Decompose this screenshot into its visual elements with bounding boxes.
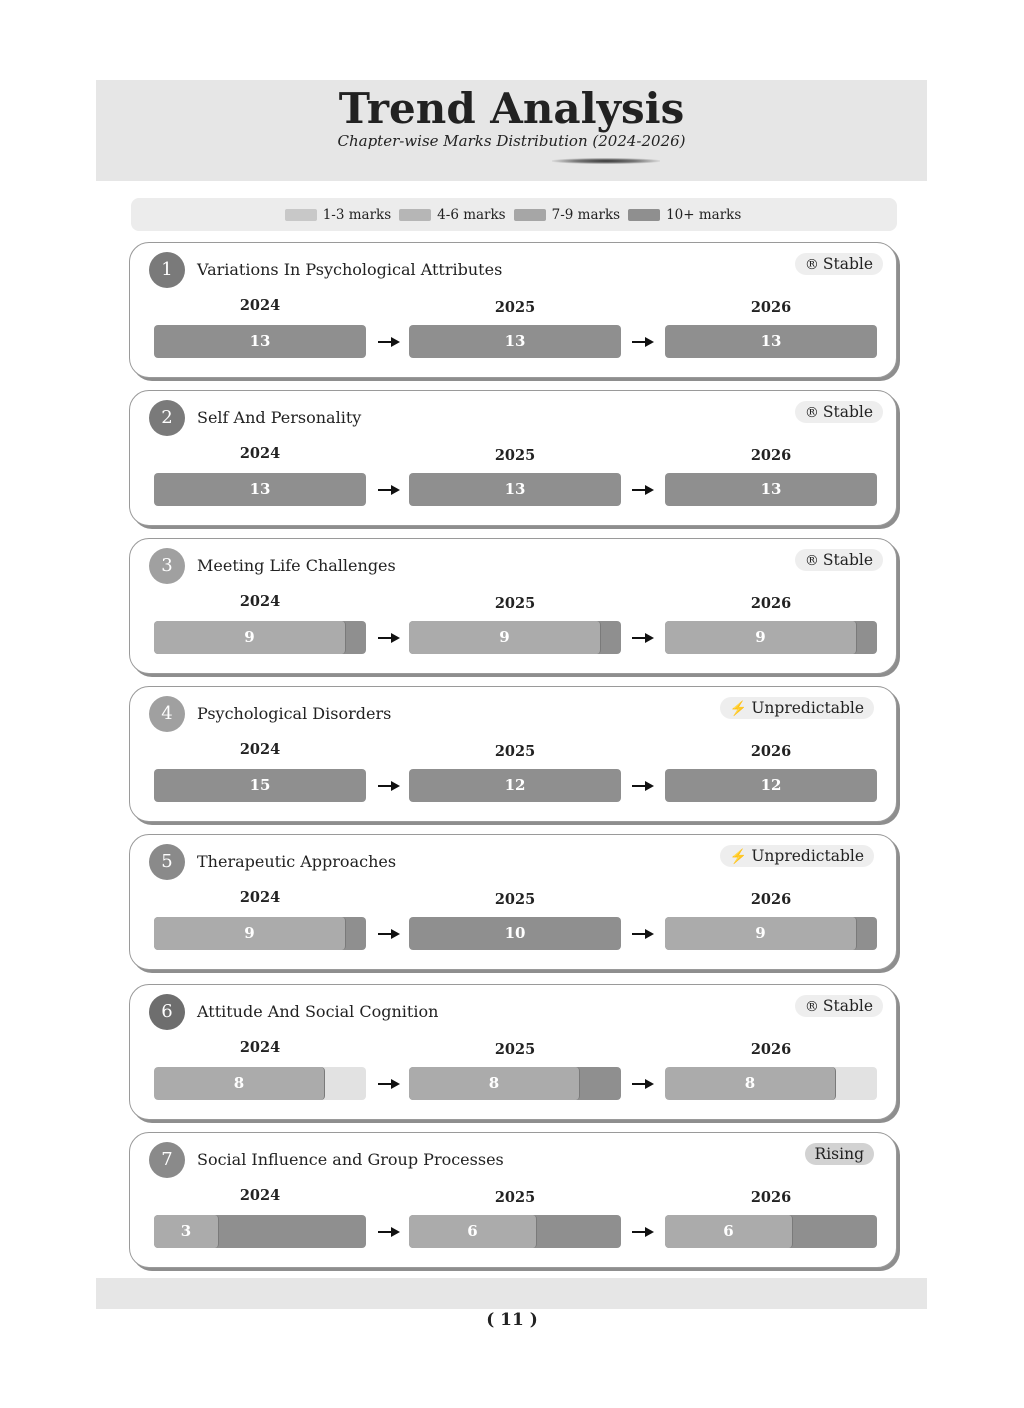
marks-bar xyxy=(409,325,621,358)
trend-badge xyxy=(795,549,883,571)
registered-icon: ® xyxy=(804,405,819,421)
chapter-number: 6 xyxy=(149,994,185,1030)
marks-bar xyxy=(154,769,366,802)
page-subtitle: Chapter-wise Marks Distribution (2024-2026) xyxy=(337,132,686,150)
year-label: 2025 xyxy=(494,891,536,908)
chapter-number: 4 xyxy=(149,696,185,732)
marks-value: 8 xyxy=(488,1074,500,1092)
marks-value: 9 xyxy=(244,628,255,646)
year-label: 2026 xyxy=(750,891,792,908)
marks-bar xyxy=(154,325,366,358)
marks-bar xyxy=(665,1067,877,1100)
marks-value: 12 xyxy=(504,776,526,794)
lightning-icon: ⚡ xyxy=(729,849,748,865)
marks-value: 15 xyxy=(249,776,271,794)
arrow-right-icon xyxy=(377,1226,401,1238)
year-label: 2024 xyxy=(239,297,281,314)
marks-value: 13 xyxy=(504,332,526,350)
chapter-title: Meeting Life Challenges xyxy=(197,556,396,575)
chapter-card xyxy=(129,1132,897,1268)
chapter-number: 7 xyxy=(149,1142,185,1178)
chapter-number: 1 xyxy=(149,252,185,288)
marks-value: 6 xyxy=(723,1222,734,1240)
year-label: 2025 xyxy=(494,595,536,612)
trend-label: Unpredictable xyxy=(751,699,864,717)
chapter-card xyxy=(129,538,897,674)
marks-bar xyxy=(409,1067,621,1100)
chapter-title: Self And Personality xyxy=(197,408,362,427)
chapter-title: Therapeutic Approaches xyxy=(197,852,397,871)
marks-bar xyxy=(665,769,877,802)
legend-label: 7-9 marks xyxy=(551,206,621,223)
arrow-right-icon xyxy=(377,1078,401,1090)
marks-value: 12 xyxy=(760,776,782,794)
trend-badge xyxy=(720,845,874,867)
chapter-number: 3 xyxy=(149,548,185,584)
year-label: 2025 xyxy=(494,743,536,760)
registered-icon: ® xyxy=(804,257,819,273)
arrow-right-icon xyxy=(631,1078,655,1090)
legend-item xyxy=(285,207,391,223)
trend-badge xyxy=(795,253,883,275)
marks-bar xyxy=(665,917,877,950)
marks-value: 9 xyxy=(244,924,255,942)
year-label: 2024 xyxy=(239,445,281,462)
trend-label: Stable xyxy=(822,551,873,569)
year-label: 2025 xyxy=(494,447,536,464)
marks-bar xyxy=(409,621,621,654)
marks-bar xyxy=(665,621,877,654)
title-underline xyxy=(552,158,660,164)
marks-value: 9 xyxy=(755,924,766,942)
lightning-icon: ⚡ xyxy=(729,701,748,717)
year-label: 2026 xyxy=(750,447,792,464)
year-label: 2024 xyxy=(239,593,281,610)
year-label: 2026 xyxy=(750,595,792,612)
year-label: 2026 xyxy=(750,1041,792,1058)
arrow-right-icon xyxy=(631,928,655,940)
year-label: 2024 xyxy=(239,1039,281,1056)
trend-badge xyxy=(805,1143,874,1165)
legend-label: 10+ marks xyxy=(666,206,742,223)
marks-bar xyxy=(409,473,621,506)
legend xyxy=(131,198,897,231)
marks-value: 8 xyxy=(744,1074,756,1092)
marks-value: 9 xyxy=(755,628,766,646)
marks-value: 13 xyxy=(249,480,271,498)
marks-bar xyxy=(409,917,621,950)
year-label: 2024 xyxy=(239,889,281,906)
year-label: 2025 xyxy=(494,299,536,316)
legend-swatch xyxy=(514,209,546,221)
marks-bar xyxy=(409,769,621,802)
legend-item xyxy=(514,207,620,223)
trend-label: Stable xyxy=(822,403,873,421)
marks-bar xyxy=(665,1215,877,1248)
arrow-right-icon xyxy=(631,484,655,496)
registered-icon: ® xyxy=(804,553,819,569)
legend-item xyxy=(399,207,505,223)
marks-bar xyxy=(665,473,877,506)
arrow-right-icon xyxy=(631,632,655,644)
year-label: 2026 xyxy=(750,743,792,760)
marks-bar xyxy=(154,1215,366,1248)
chapter-card xyxy=(129,390,897,526)
registered-icon: ® xyxy=(804,999,819,1015)
chapter-title: Psychological Disorders xyxy=(197,704,392,723)
year-label: 2025 xyxy=(494,1041,536,1058)
chapter-card xyxy=(129,834,897,970)
arrow-right-icon xyxy=(377,928,401,940)
year-label: 2024 xyxy=(239,1187,281,1204)
legend-swatch xyxy=(285,209,317,221)
marks-bar xyxy=(154,621,366,654)
trend-badge xyxy=(720,697,874,719)
year-label: 2024 xyxy=(239,741,281,758)
marks-value: 13 xyxy=(760,332,782,350)
arrow-right-icon xyxy=(377,780,401,792)
chapter-card xyxy=(129,242,897,378)
trend-label: Stable xyxy=(822,255,873,273)
marks-value: 6 xyxy=(467,1222,478,1240)
page-title: Trend Analysis xyxy=(338,84,685,133)
year-label: 2026 xyxy=(750,299,792,316)
legend-swatch xyxy=(399,209,431,221)
marks-bar xyxy=(409,1215,621,1248)
chapter-card xyxy=(129,984,897,1120)
trend-label: Unpredictable xyxy=(751,847,864,865)
legend-swatch xyxy=(628,209,660,221)
trend-badge xyxy=(795,401,883,423)
trend-label: Rising xyxy=(814,1145,864,1163)
chapter-number: 2 xyxy=(149,400,185,436)
year-label: 2026 xyxy=(750,1189,792,1206)
legend-item xyxy=(628,207,741,223)
marks-value: 13 xyxy=(249,332,271,350)
arrow-right-icon xyxy=(377,484,401,496)
page-number: ( 11 ) xyxy=(486,1310,538,1330)
arrow-right-icon xyxy=(377,632,401,644)
arrow-right-icon xyxy=(631,336,655,348)
marks-value: 9 xyxy=(499,628,510,646)
marks-bar xyxy=(665,325,877,358)
chapter-title: Attitude And Social Cognition xyxy=(197,1002,439,1021)
legend-label: 1-3 marks xyxy=(322,206,392,223)
marks-value: 10 xyxy=(504,924,526,942)
arrow-right-icon xyxy=(631,1226,655,1238)
marks-value: 8 xyxy=(233,1074,245,1092)
trend-badge xyxy=(795,995,883,1017)
arrow-right-icon xyxy=(631,780,655,792)
marks-bar xyxy=(154,1067,366,1100)
year-label: 2025 xyxy=(494,1189,536,1206)
chapter-title: Variations In Psychological Attributes xyxy=(197,260,503,279)
marks-value: 3 xyxy=(180,1222,192,1240)
marks-bar xyxy=(154,473,366,506)
marks-bar xyxy=(154,917,366,950)
marks-value: 13 xyxy=(760,480,782,498)
footer-band xyxy=(96,1278,927,1309)
arrow-right-icon xyxy=(377,336,401,348)
chapter-number: 5 xyxy=(149,844,185,880)
chapter-title: Social Influence and Group Processes xyxy=(197,1150,504,1169)
legend-label: 4-6 marks xyxy=(437,206,506,223)
marks-value: 13 xyxy=(504,480,526,498)
trend-label: Stable xyxy=(822,997,873,1015)
chapter-card xyxy=(129,686,897,822)
page-header xyxy=(96,80,927,181)
